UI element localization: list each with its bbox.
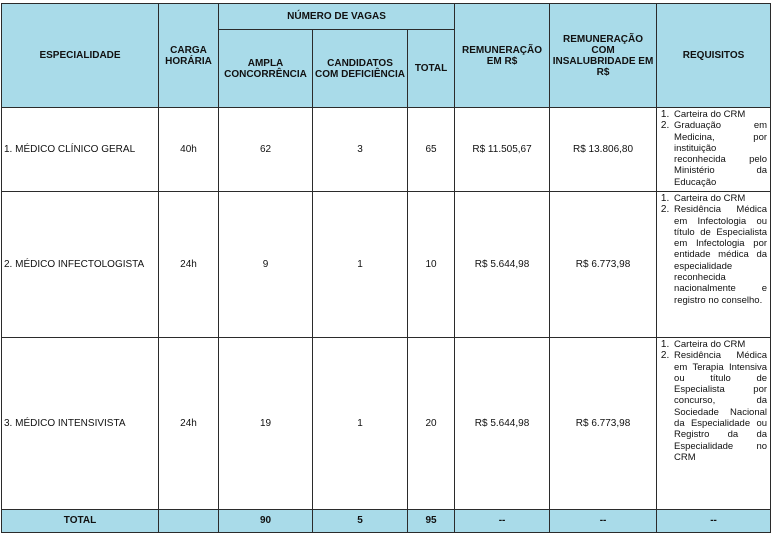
requisito-item: 2. Residência Médica em Infectologia ou título de Especialista em Infectologia por entidade médica da especialidade reconhecida nacionalmente e registro no conselho. bbox=[672, 204, 767, 306]
insalubridade-cell: R$ 6.773,98 bbox=[550, 338, 657, 510]
requisitos-list bbox=[660, 109, 767, 188]
totals-row bbox=[2, 510, 771, 533]
requisito-item: 2. Residência Médica em Terapia Intensiva ou título de Especialista por concurso, da Sociedade Nacional da Especialidade ou Registro da da Especialidade no CRM bbox=[672, 350, 767, 463]
insalubridade-cell: R$ 6.773,98 bbox=[550, 192, 657, 338]
ampla-cell: 9 bbox=[219, 192, 313, 338]
header-remuneracao: REMUNERAÇÃO EM R$ bbox=[455, 4, 550, 108]
header-remuneracao-insalubridade: REMUNERAÇÃO COM INSALUBRIDADE EM R$ bbox=[550, 4, 657, 108]
table-row bbox=[2, 192, 771, 338]
requisito-item: 1. Carteira do CRM bbox=[672, 339, 767, 350]
deficiencia-cell: 1 bbox=[313, 338, 408, 510]
carga-cell: 24h bbox=[159, 338, 219, 510]
carga-cell: 24h bbox=[159, 192, 219, 338]
requisitos-cell bbox=[657, 192, 771, 338]
ampla-cell: 62 bbox=[219, 108, 313, 192]
especialidade-cell: 2. MÉDICO INFECTOLOGISTA bbox=[2, 192, 159, 338]
ampla-cell: 19 bbox=[219, 338, 313, 510]
requisito-item: 2. Graduação em Medicina, por instituição reconhecida pelo Ministério da Educação bbox=[672, 120, 767, 188]
deficiencia-cell: 3 bbox=[313, 108, 408, 192]
deficiencia-cell: 1 bbox=[313, 192, 408, 338]
requisitos-cell bbox=[657, 108, 771, 192]
total-cell: 20 bbox=[408, 338, 455, 510]
remuneracao-cell: R$ 5.644,98 bbox=[455, 338, 550, 510]
total-cell: 10 bbox=[408, 192, 455, 338]
requisito-item: 1. Carteira do CRM bbox=[672, 193, 767, 204]
totals-carga-empty bbox=[159, 510, 219, 533]
totals-total: 95 bbox=[408, 510, 455, 533]
header-carga-horaria: CARGA HORÁRIA bbox=[159, 4, 219, 108]
total-cell: 65 bbox=[408, 108, 455, 192]
carga-cell: 40h bbox=[159, 108, 219, 192]
table-row bbox=[2, 108, 771, 192]
header-total: TOTAL bbox=[408, 30, 455, 108]
remuneracao-cell: R$ 11.505,67 bbox=[455, 108, 550, 192]
totals-deficiencia: 5 bbox=[313, 510, 408, 533]
requisitos-cell bbox=[657, 338, 771, 510]
header-numero-vagas: NÚMERO DE VAGAS bbox=[219, 4, 455, 30]
especialidade-cell: 3. MÉDICO INTENSIVISTA bbox=[2, 338, 159, 510]
table-row bbox=[2, 338, 771, 510]
especialidade-cell: 1. MÉDICO CLÍNICO GERAL bbox=[2, 108, 159, 192]
totals-label: TOTAL bbox=[2, 510, 159, 533]
totals-ampla: 90 bbox=[219, 510, 313, 533]
vagas-table bbox=[1, 3, 771, 533]
requisito-item: 1. Carteira do CRM bbox=[672, 109, 767, 120]
header-candidatos-deficiencia: CANDIDATOS COM DEFICIÊNCIA bbox=[313, 30, 408, 108]
totals-requisitos: -- bbox=[657, 510, 771, 533]
header-especialidade: ESPECIALIDADE bbox=[2, 4, 159, 108]
requisitos-list bbox=[660, 193, 767, 306]
totals-remuneracao: -- bbox=[455, 510, 550, 533]
totals-insalubridade: -- bbox=[550, 510, 657, 533]
header-ampla-concorrencia: AMPLA CONCORRÊNCIA bbox=[219, 30, 313, 108]
remuneracao-cell: R$ 5.644,98 bbox=[455, 192, 550, 338]
header-requisitos: REQUISITOS bbox=[657, 4, 771, 108]
requisitos-list bbox=[660, 339, 767, 463]
insalubridade-cell: R$ 13.806,80 bbox=[550, 108, 657, 192]
